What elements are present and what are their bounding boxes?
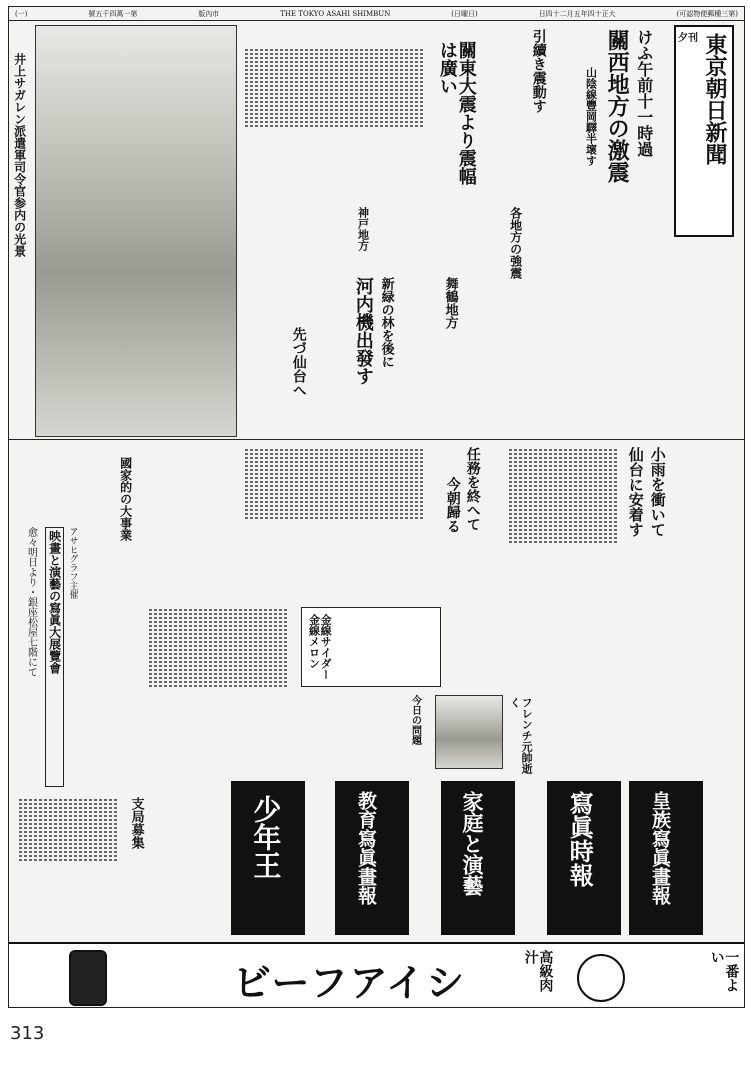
header-permit: (可認物便郵種三第) xyxy=(676,9,738,18)
headline-today: 今日の問題 xyxy=(409,695,421,745)
page-number: 313 xyxy=(10,1023,45,1044)
cider-ad-text: 金線サイダー 金線メロン xyxy=(307,614,333,680)
text-block xyxy=(245,447,425,597)
headline-maizuru: 舞鶴地方 xyxy=(442,277,458,329)
header-weekday: (日曜日) xyxy=(451,9,478,18)
cider-ad xyxy=(301,607,441,687)
headline-quake-time: けふ午前十一時過 xyxy=(634,29,654,157)
ad-kozoku-text: 皇族寫眞畫報 xyxy=(648,791,671,905)
jar-icon xyxy=(69,950,107,1006)
headline-local: 各地方の強震 xyxy=(508,207,523,279)
ad-shonen xyxy=(231,781,305,935)
ad-shashin xyxy=(547,781,621,935)
text-block xyxy=(149,607,289,767)
header-paper-en: THE TOKYO ASAHI SHIMBUN xyxy=(280,9,391,18)
news-photo xyxy=(35,25,237,437)
masthead-title: 東京朝日新聞 xyxy=(702,33,728,165)
masthead-evening: 夕刊 xyxy=(678,33,698,44)
headline-quake-sub: 山陰線豐岡驛半壞す xyxy=(584,67,598,166)
text-block xyxy=(19,797,119,927)
headline-sendai-arrive: 仙台に安着す xyxy=(626,447,645,537)
ad-beef-sub: 高級肉汁 xyxy=(522,950,554,992)
graph-sponsor: アサヒグラフ主催 xyxy=(67,527,78,599)
ad-kozoku xyxy=(629,781,703,935)
bottom-ad xyxy=(9,942,744,1006)
ad-kyoiku xyxy=(335,781,409,935)
bull-logo-icon xyxy=(577,954,625,1002)
ad-kyoiku-text: 教育寫眞畫報 xyxy=(354,791,377,905)
headline-sendai-first: 先づ仙台へ xyxy=(290,327,307,397)
photo-caption: 井上サガレン派遣軍司令官参内の光景 xyxy=(12,53,27,257)
headline-french: フレンチ元帥逝く xyxy=(508,697,534,774)
header-issue: 號五千四萬一第 xyxy=(88,9,138,18)
exhibit-headline: 映畫と演藝の寫眞大展覽會 xyxy=(45,527,64,787)
ad-katei xyxy=(441,781,515,935)
headline-kanto: 關東大震より震幅は廣い xyxy=(436,41,477,185)
headline-return: 任務を終へて xyxy=(464,447,481,531)
headline-continue: 引續き震動す xyxy=(530,29,547,113)
ad-shonen-text: 少年王 xyxy=(249,795,283,879)
text-block xyxy=(509,447,619,677)
newspaper-page xyxy=(8,6,745,1008)
header-line xyxy=(9,7,744,21)
header-date: 日四十二月五年四十正大 xyxy=(538,9,616,18)
headline-kawachi-sub: 新緑の林を後に xyxy=(378,277,394,368)
headline-quake-main: 關西地方の激震 xyxy=(604,29,631,183)
text-block xyxy=(245,47,425,207)
ad-beef-text: ビーフアイシ xyxy=(233,960,467,1005)
headline-rain: 小雨を衝いて xyxy=(648,447,667,537)
header-left: (一) xyxy=(15,9,28,18)
ad-katei-text: 家庭と演藝 xyxy=(460,791,486,896)
ad-shashin-text: 寫眞時報 xyxy=(565,791,595,887)
ad-ichiban: 一番よい xyxy=(708,950,740,992)
headline-kawachi: 河内機出發す xyxy=(352,277,374,385)
exhibit-sub: 愈々明日より・銀座松屋七階にて xyxy=(25,527,37,677)
branch-recruit: 支局募集 xyxy=(128,797,144,849)
headline-return2: 今朝歸る xyxy=(444,477,461,533)
headline-kobe: 神戸地方 xyxy=(356,207,370,251)
headline-national: 國家的の大事業 xyxy=(118,457,133,541)
header-edition: 版內市 xyxy=(198,9,220,18)
portrait-photo xyxy=(435,695,503,769)
masthead xyxy=(674,25,734,237)
